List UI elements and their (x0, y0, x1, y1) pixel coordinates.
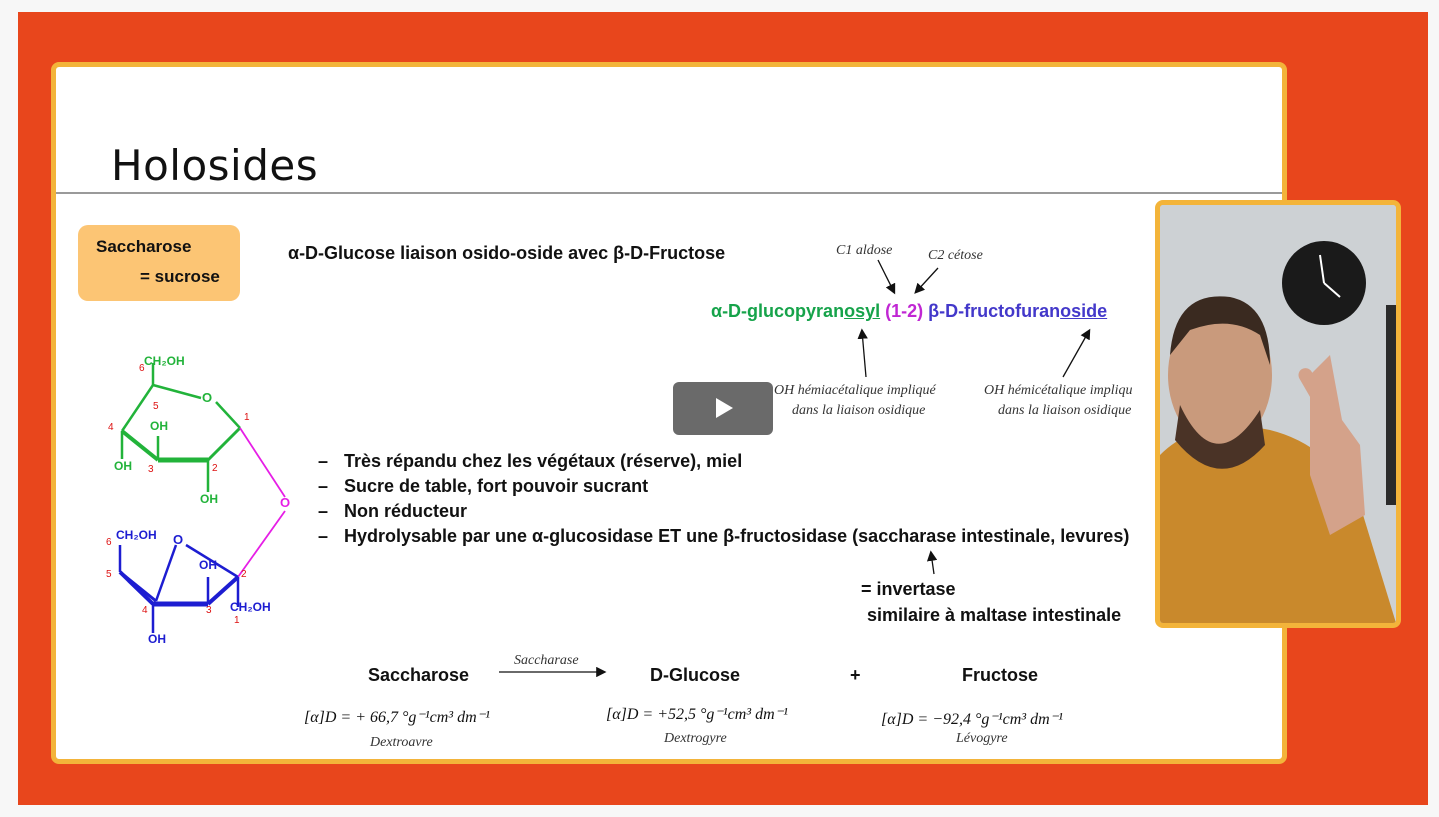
carbon-2-glc: 2 (212, 463, 218, 474)
carbon-3-glc: 3 (148, 464, 154, 475)
c2-annotation: C2 cétose (928, 248, 983, 263)
oh-hemiacetal-line2: dans la liaison osidique (792, 403, 926, 418)
rotation-fructose: [α]D = −92,4 °g⁻¹cm³ dm⁻¹ (881, 711, 1063, 728)
carbon-1-fru: 1 (234, 615, 240, 626)
carbon-5-fru: 5 (106, 569, 112, 580)
product-glucose: D-Glucose (650, 665, 741, 685)
glucose-ch2oh-label: CH₂OH (144, 354, 185, 368)
list-item: – Sucre de table, fort pouvoir sucrant (318, 476, 649, 496)
glucose-oh-4: OH (114, 459, 132, 473)
c1-annotation: C1 aldose (836, 243, 893, 258)
fructose-oh-4: OH (148, 632, 166, 646)
oh-hemicetal-line1: OH hémicétalique impliqu (984, 383, 1133, 398)
glucose-ring-o: O (202, 390, 213, 405)
carbon-4-glc: 4 (108, 422, 114, 433)
presenter-video (1160, 205, 1396, 623)
fructose-oh-3: OH (199, 558, 217, 572)
sucrose-structure (56, 67, 1282, 759)
list-item: – Très répandu chez les végétaux (réserve), miel (318, 451, 743, 471)
list-item: – Non réducteur (318, 501, 468, 521)
slide (51, 62, 1287, 764)
properties-list (318, 451, 1129, 551)
video-player[interactable] (18, 12, 1428, 805)
carbon-6-glc: 6 (139, 363, 145, 374)
carbon-6-fru: 6 (106, 537, 112, 548)
rotation-name-3: Lévogyre (956, 731, 1008, 746)
fructose-ring-o: O (173, 532, 184, 547)
slide-title: Holosides (111, 141, 319, 190)
play-button[interactable] (673, 382, 773, 435)
iupac-glucose-part: α-D-glucopyran (711, 301, 845, 321)
carbon-3-fru: 3 (206, 605, 212, 616)
fructose-ch2oh-1: CH₂OH (230, 600, 271, 614)
rotation-name-2: Dextrogyre (664, 731, 727, 746)
invertase-note: similaire à maltase intestinale (867, 605, 1122, 625)
sucrose-box-line2: = sucrose (140, 267, 220, 286)
linkage-heading: α-D-Glucose liaison osido-oside avec β-D-Fructose (288, 243, 726, 263)
play-icon (716, 398, 733, 418)
webcam-overlay (1155, 200, 1401, 628)
oh-hemiacetal-line1: OH hémiacétalique impliqué (774, 383, 936, 398)
glycosidic-o: O (280, 495, 291, 510)
carbon-1-glc: 1 (244, 412, 250, 423)
sucrose-box-line1: Saccharose (96, 237, 192, 256)
plus-sign: + (850, 665, 861, 685)
rotation-glucose: [α]D = +52,5 °g⁻¹cm³ dm⁻¹ (606, 706, 788, 723)
enzyme-label: Saccharase (514, 653, 579, 668)
oh-hemicetal-line2: dans la liaison osidique (998, 403, 1132, 418)
carbon-2-fru: 2 (241, 569, 247, 580)
carbon-5-glc: 5 (153, 401, 159, 412)
reactant-saccharose: Saccharose (368, 665, 470, 685)
rotation-saccharose: [α]D = + 66,7 °g⁻¹cm³ dm⁻¹ (304, 709, 490, 726)
glucose-oh-2: OH (200, 492, 218, 506)
iupac-glucose-suffix: osyl (844, 301, 881, 321)
glucose-oh-3: OH (150, 419, 168, 433)
fructose-ch2oh-6: CH₂OH (116, 528, 157, 542)
product-fructose: Fructose (962, 665, 1039, 685)
rotation-name-1: Dextroavre (370, 735, 433, 750)
carbon-4-fru: 4 (142, 605, 148, 616)
invertase-label: = invertase (861, 579, 956, 599)
iupac-fructose-suffix: oside (1060, 301, 1108, 321)
iupac-link: (1-2) (885, 301, 924, 321)
list-item: – Hydrolysable par une α-glucosidase ET une β-fructosidase (saccharase intestinale, levures) (318, 526, 1130, 546)
iupac-fructose-part: β-D-fructofuran (928, 301, 1061, 321)
